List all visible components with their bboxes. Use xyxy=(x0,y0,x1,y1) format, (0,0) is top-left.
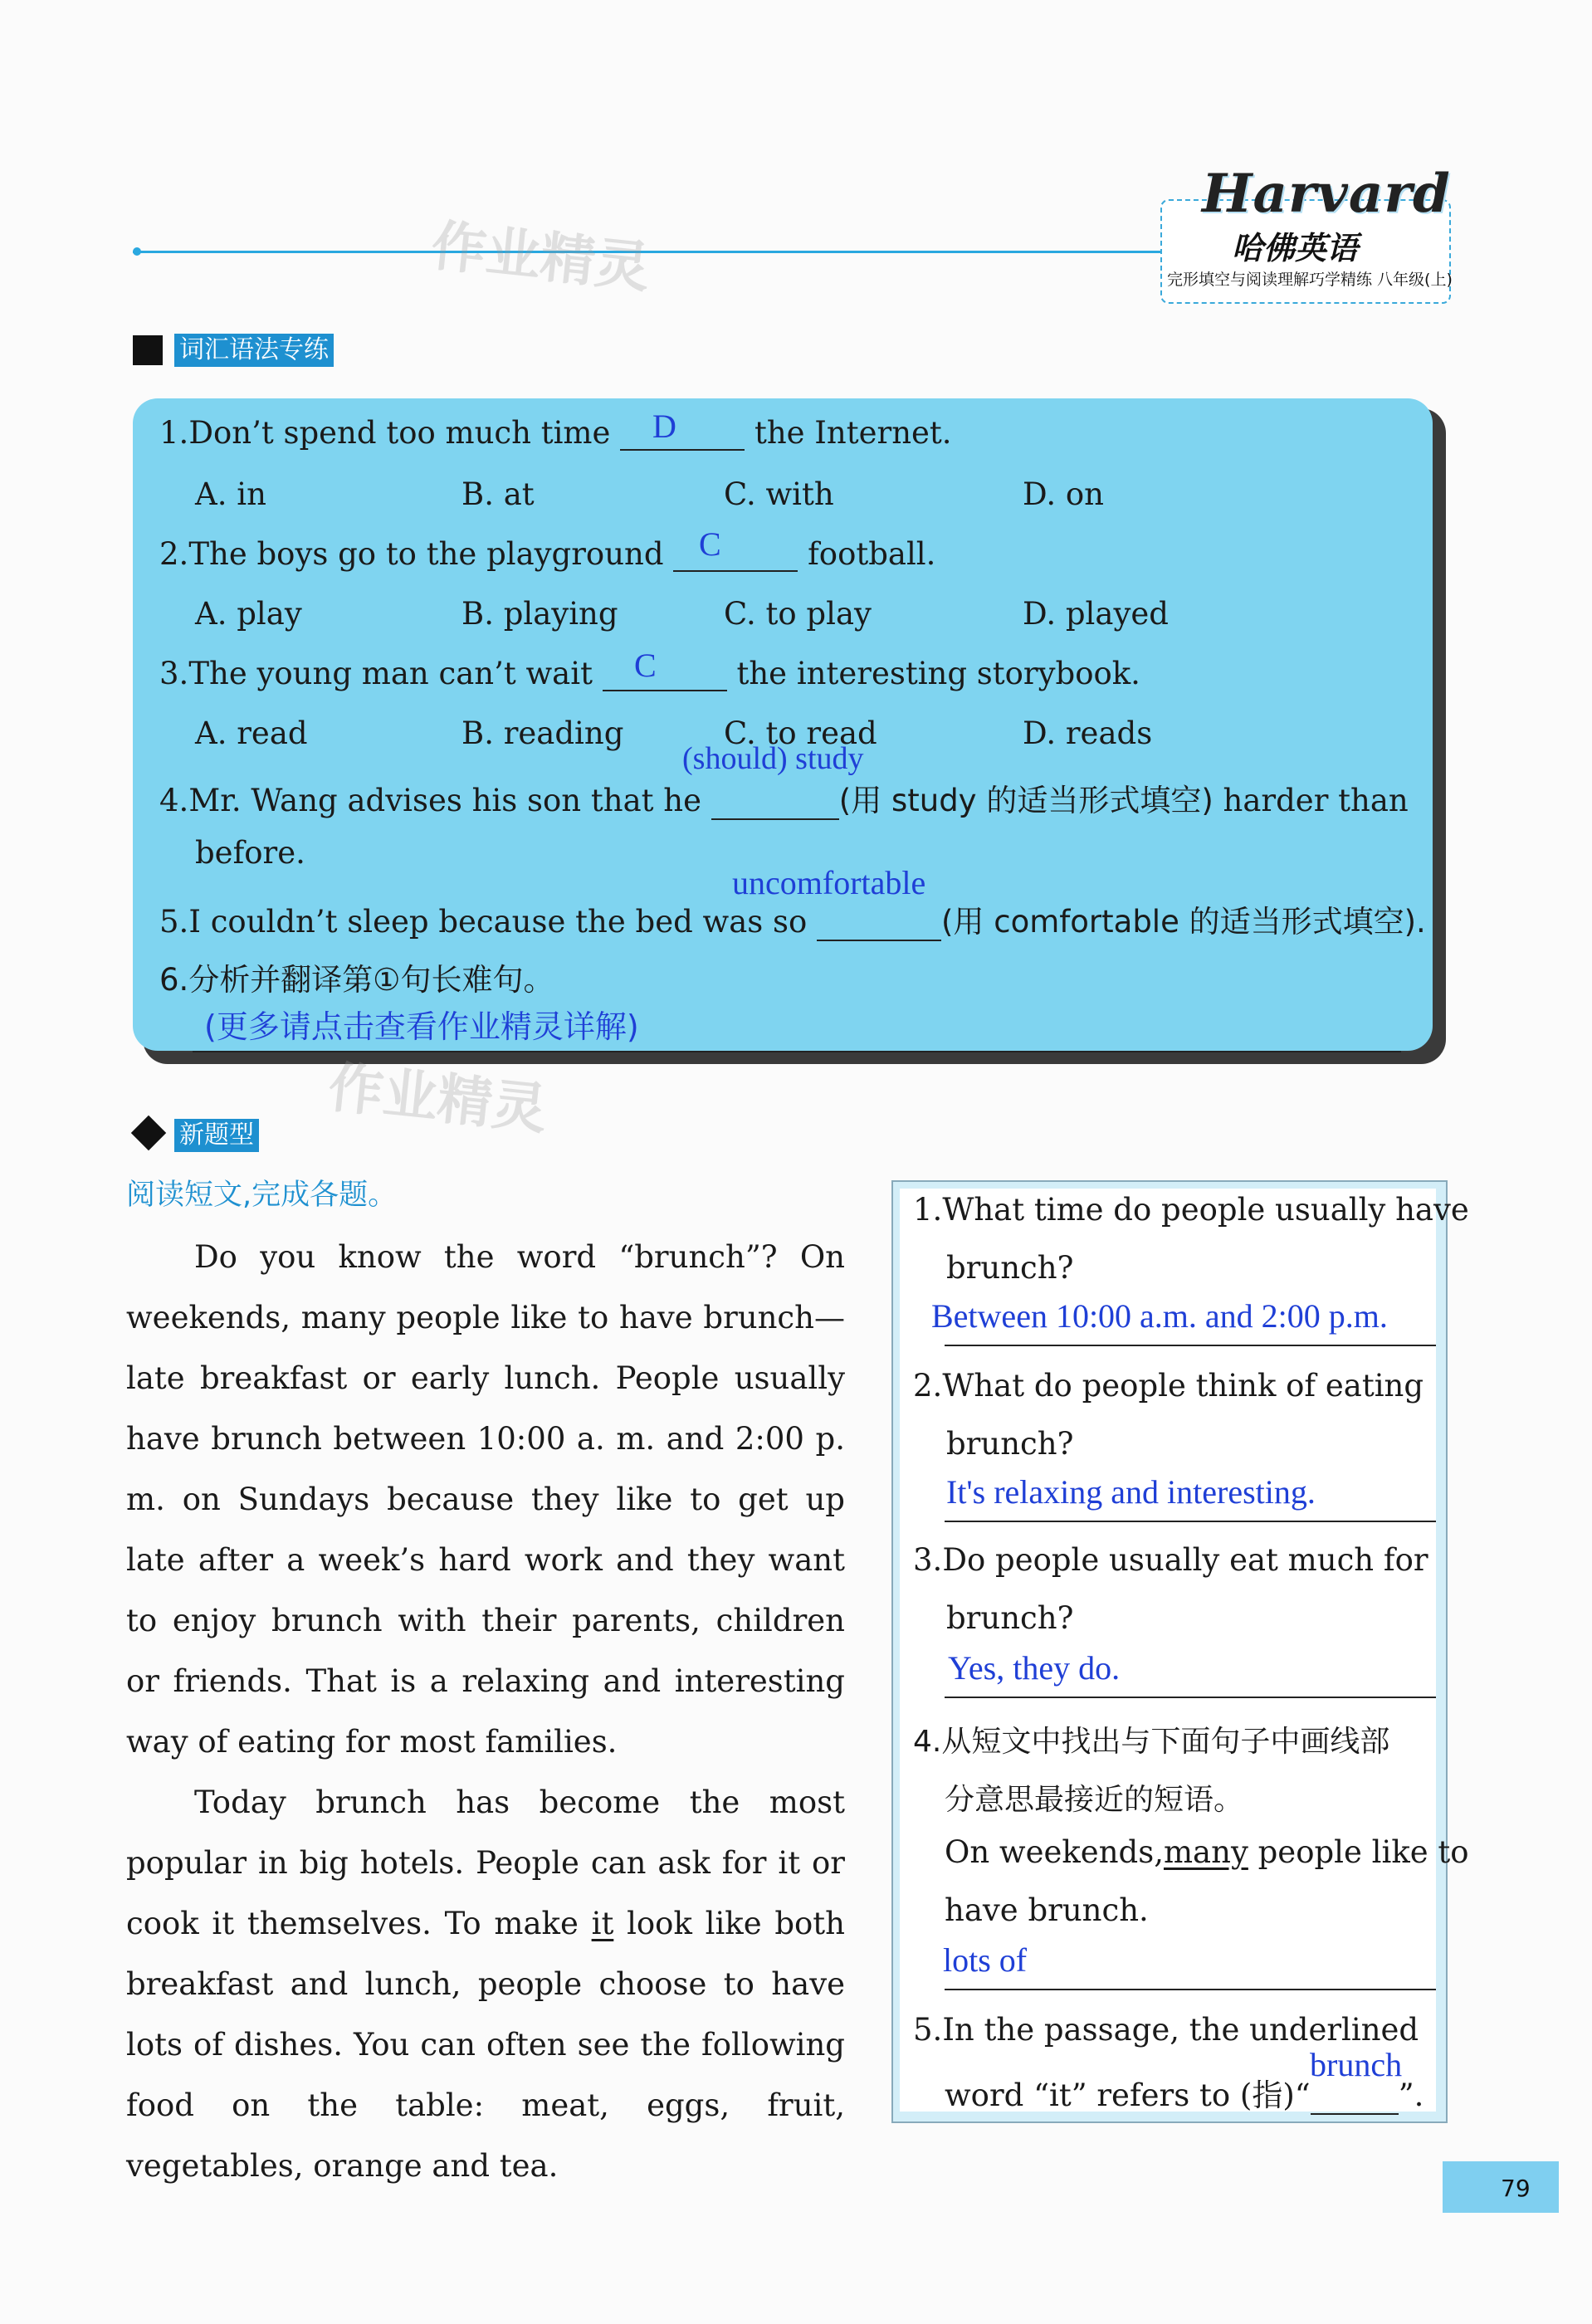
reading-answer-4-line xyxy=(945,1989,1436,1990)
reading-question-1: 1.What time do people usually have xyxy=(913,1192,1469,1228)
option-3a: A. read xyxy=(195,715,308,751)
question-3: 3.The young man can’t wait the interesting storybook. xyxy=(159,656,1140,691)
section-diamond-icon xyxy=(131,1116,166,1150)
answer-1: D xyxy=(652,408,676,445)
book-subtitle: 完形填空与阅读理解巧学精练 八年级(上) xyxy=(1167,271,1453,289)
question-5: 5.I couldn’t sleep because the bed was so (用 comfortable 的适当形式填空). xyxy=(159,904,1426,940)
section-new-type-label: 新题型 xyxy=(174,1119,259,1152)
reading-instruction: 阅读短文,完成各题。 xyxy=(126,1179,398,1212)
option-1c: C. with xyxy=(724,476,834,512)
reading-question-2: 2.What do people think of eating xyxy=(913,1368,1424,1404)
question-4: 4.Mr. Wang advises his son that he (用 study 的适当形式填空) harder than xyxy=(159,783,1409,818)
answer-2: C xyxy=(699,525,721,563)
reading-answer-2: It's relaxing and interesting. xyxy=(946,1473,1316,1511)
reading-answer-1: Between 10:00 a.m. and 2:00 p.m. xyxy=(931,1297,1388,1335)
reading-answer-5: brunch xyxy=(1310,2046,1403,2083)
reading-question-3-cont: brunch? xyxy=(946,1600,1074,1636)
option-3c: C. to read xyxy=(724,715,877,751)
reading-question-1-cont: brunch? xyxy=(946,1250,1074,1286)
section-vocab-label: 词汇语法专练 xyxy=(174,334,334,367)
question-6: 6.分析并翻译第①句长难句。 xyxy=(159,962,554,998)
reading-question-4: 4.从短文中找出与下面句子中画线部 xyxy=(913,1725,1390,1759)
brand-logo: Harvard xyxy=(1202,163,1451,225)
reading-passage xyxy=(126,1227,845,2196)
paragraph-1: Do you know the word “brunch”? On weekends, many people like to have brunch—late breakfast or early lunch. People usually have brunch between 10:00 a. m. and 2:00 p. m. on Sundays because they like to get up late after a week’s hard work and they want to enjoy brunch with their parents, children or friends. That is a relaxing and interesting way of eating for most families. xyxy=(126,1239,845,1760)
reading-answer-2-line xyxy=(945,1521,1436,1522)
option-1b: B. at xyxy=(461,476,535,512)
option-3b: B. reading xyxy=(461,715,624,751)
answer-4: (should) study xyxy=(682,741,864,776)
option-1d: D. on xyxy=(1023,476,1104,512)
question-4-cont: before. xyxy=(195,835,305,871)
option-2b: B. playing xyxy=(461,596,618,632)
answer-5: uncomfortable xyxy=(732,864,926,901)
paragraph-2: Today brunch has become the most popular in big hotels. People can ask for it or cook it themselves. To make it look like both breakfast and lunch, people choose to have lots of dishes. You can often see the following food on the table: meat, eggs, fruit, vegetables, orange and tea. xyxy=(126,1784,845,2184)
reading-question-4-cont: 分意思最接近的短语。 xyxy=(945,1783,1244,1817)
section-square-icon xyxy=(133,335,163,365)
option-2d: D. played xyxy=(1023,596,1169,632)
brand-chinese: 哈佛英语 xyxy=(1232,230,1359,266)
question-2: 2.The boys go to the playground football. xyxy=(159,536,936,572)
reading-answer-3-line xyxy=(945,1697,1436,1698)
watermark-2: 作业精灵 xyxy=(325,1055,550,1142)
reading-answer-4: lots of xyxy=(943,1941,1028,1979)
answer-6: (更多请点击查看作业精灵详解) xyxy=(204,1008,639,1045)
page-number: 79 xyxy=(1501,2175,1531,2202)
answer-3: C xyxy=(634,647,657,684)
reading-question-3: 3.Do people usually eat much for xyxy=(913,1542,1428,1578)
option-2c: C. to play xyxy=(724,596,872,632)
option-3d: D. reads xyxy=(1023,715,1153,751)
reading-answer-1-line xyxy=(945,1345,1436,1346)
reading-question-5: 5.In the passage, the underlined xyxy=(913,2012,1419,2048)
question-1: 1.Don’t spend too much time the Internet. xyxy=(159,415,952,451)
reading-question-2-cont: brunch? xyxy=(946,1426,1074,1462)
header-rule-dot xyxy=(133,247,141,256)
reading-question-4-sentence-cont: have brunch. xyxy=(945,1892,1149,1928)
reading-question-4-sentence: On weekends,many people like to xyxy=(945,1834,1469,1870)
option-1a: A. in xyxy=(195,476,266,512)
reading-answer-3: Yes, they do. xyxy=(948,1649,1121,1687)
reading-question-5-cont: word “it” refers to (指)“ ”. xyxy=(945,2077,1424,2113)
option-2a: A. play xyxy=(195,596,302,632)
watermark: 作业精灵 xyxy=(428,213,653,300)
